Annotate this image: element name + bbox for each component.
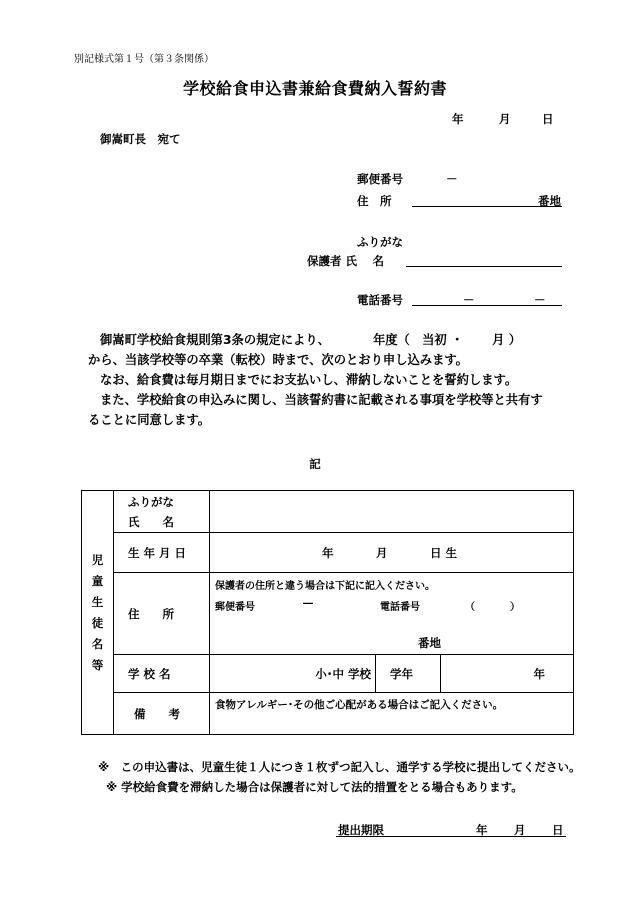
side-char: 生 [91,594,104,609]
side-char: 等 [91,657,104,672]
grade-label: 学年 [376,655,441,693]
birthday-label: 生 年 月 日 [114,533,210,573]
body-line-5: ることに同意します。 [88,413,210,427]
date-year: 年 [452,112,464,126]
guardian-name-field[interactable] [406,266,562,267]
note-1: ※ この申込書は、児童生徒１人につき１枚ずつ記入し、通学する学校に提出してください。 [98,760,581,774]
school-name-label: 学 校 名 [114,655,210,693]
class-label: 年 [533,666,546,681]
furigana-label-student: ふりがな [128,494,174,509]
side-char: 童 [91,573,104,588]
class-field[interactable] [441,655,574,693]
postal-label: 郵便番号 [357,172,403,186]
side-char: 名 [91,636,104,651]
body-line-3: なお、給食費は毎月期日までにお支払いし、滞納しないことを誓約します。 [100,373,518,387]
address-label: 住 所 [357,194,392,208]
school-name-field[interactable] [210,655,376,693]
ki-heading: 記 [309,457,321,471]
side-char: 徒 [91,615,104,630]
phone-separator-1: － [463,293,475,307]
birthday-year: 年 [322,546,334,560]
student-address-suffix: 番地 [418,636,441,650]
body-line-4: また、学校給食の申込みに関し、当該誓約書に記載される事項を学校等と共有す [100,393,543,407]
student-address-field[interactable] [210,573,574,655]
furigana-label: ふりがな [357,235,403,249]
deadline-field[interactable] [336,836,566,837]
phone-separator-2: － [534,293,546,307]
date-day: 日 [542,112,554,126]
addressee: 御嵩町長 宛て [100,132,181,146]
student-phone-paren-open: （ [465,602,475,613]
student-postal-label: 郵便番号 [215,602,255,613]
student-name-label: 氏 名 [128,514,174,529]
phone-field[interactable] [412,305,562,306]
address-suffix: 番地 [538,194,561,208]
student-phone-paren-close: ） [510,602,520,613]
remarks-note: 食物アレルギー･その他ご心配がある場合はご記入ください。 [215,699,504,711]
note-2: ※ 学校給食費を滞納した場合は保護者に対して法的措置をとる場合もあります。 [106,780,523,794]
birthday-field[interactable] [210,533,574,573]
student-postal-dash: ― [303,598,313,609]
birthday-day: 日 生 [430,546,458,560]
deadline-label: 提出期限 [338,823,384,837]
name-label-cell [114,491,210,533]
page-title: 学校給食申込書兼給食費納入誓約書 [182,79,447,98]
form-number: 別記様式第１号（第３条関係） [74,54,214,65]
body-line-2: から、当該学校等の卒業（転校）時まで、次のとおり申し込みます。 [88,353,468,367]
deadline-month: 月 [514,823,526,837]
phone-label: 電話番号 [357,293,403,307]
side-label-cell [82,491,114,735]
remarks-label: 備 考 [114,693,210,735]
student-name-field[interactable] [210,491,574,533]
body-line-1: 御嵩町学校給食規則第3条の規定により、 年度（ 当初 ・ 月 ） [100,333,522,347]
date-month: 月 [499,112,511,126]
postal-separator: － [446,172,458,186]
student-phone-label: 電話番号 [380,602,420,613]
student-info-table [81,490,574,735]
guardian-name-label: 保護者 氏 名 [307,254,385,268]
deadline-day: 日 [552,823,564,837]
side-char: 児 [91,552,104,567]
student-address-label: 住 所 [114,573,210,655]
birthday-month: 月 [376,546,388,560]
school-type: 小･中 学校 [315,666,371,681]
deadline-year: 年 [476,823,488,837]
remarks-field[interactable] [210,693,574,735]
address-note: 保護者の住所と違う場合は下記に記入ください。 [215,581,435,592]
